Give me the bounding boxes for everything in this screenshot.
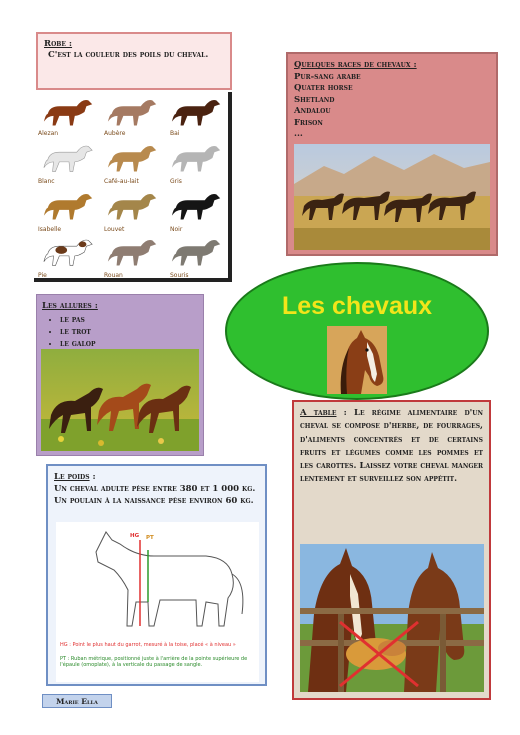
poids-text: Un cheval adulte pèse entre 380 et 1 000 kg. Un poulain à la naissance pèse environ 60 kg. [54,484,256,506]
robe-text: C'est la couleur des poils du cheval. [48,50,209,60]
allures-list [42,314,198,350]
race-item: Pur-sang arabe [294,71,361,82]
horse-blanc-image [40,140,98,176]
allure-item: • le trot [60,326,198,338]
poids-box [46,464,267,686]
color-label-blanc: Blanc [38,178,55,185]
allures-box [36,294,204,456]
color-label-noir: Noir [170,226,183,233]
caption-hg: HG : Point le plus haut du garrot, mesuré à la toise, placé « à niveau » [60,642,236,648]
table-heading-colon: : [336,408,347,418]
horse-bai-image [168,94,226,130]
robe-heading: Robe : [44,39,73,49]
color-label-aubere: Aubère [104,130,126,137]
color-label-gris: Gris [170,178,182,185]
robe-box [36,32,232,90]
horse-isabelle-image [40,188,98,224]
color-label-alezan: Alezan [38,130,59,137]
horse-rouan-image [104,234,162,270]
color-label-cafe-au-lait: Café-au-lait [104,178,139,185]
allures-heading: Les allures : [42,301,98,311]
table-box [292,400,491,700]
table-text: Le régime alimentaire d'un cheval se compose d'herbe, de fourrages, d'aliments concentrés et de certains fruits et légumes comme les pommes et les carottes. Laissez votre cheval manger lentement et surveillez son appétit. [300,408,483,485]
page-title: Les chevaux [281,292,433,320]
horse-head-photo [327,326,387,394]
race-item: ... [294,129,303,139]
poids-heading: Le poids [54,472,90,482]
race-item: Frison [294,117,323,128]
poids-heading-colon: : [89,472,96,482]
horse-souris-image [168,234,226,270]
horse-outline-drawing [56,522,259,640]
color-label-louvet: Louvet [104,226,125,233]
table-paragraph [300,407,483,487]
label-pt: PT [146,535,154,541]
allure-item: • le galop [60,338,198,350]
horse-measure-diagram [56,522,259,682]
author-label: Marie Ella [42,694,112,708]
color-label-rouan: Rouan [104,272,123,279]
robe-color-grid [34,92,232,282]
color-label-bai: Bai [170,130,180,137]
horse-gris-image [168,140,226,176]
title-ellipse [225,262,489,400]
race-item: Quater horse [294,83,353,93]
horse-alezan-image [40,94,98,130]
horses-with-bread-photo [300,544,484,692]
horse-noir-image [168,188,226,224]
horse-pie-image [40,234,98,270]
horse-louvet-image [104,188,162,224]
horse-cafe-au-lait-image [104,140,162,176]
color-label-souris: Souris [170,272,189,279]
label-hg: HG [130,533,140,539]
race-item: Andalou [294,106,331,116]
races-heading: Quelques races de chevaux : [294,60,417,70]
galloping-horses-photo [41,349,199,451]
color-label-isabelle: Isabelle [38,226,62,233]
horse-aubere-image [104,94,162,130]
wild-horses-photo [294,144,490,250]
allure-item: • le pas [60,314,198,326]
poids-paragraph [54,471,259,507]
color-label-pie: Pie [38,272,47,279]
races-box [286,52,498,256]
caption-pt: PT : Ruban métrique, positionné juste à l'arrière de la pointe supérieure de l'épaule (omoplate), à la verticale du passage de sangle. [60,656,248,668]
table-heading: A table [300,408,337,418]
race-item: Shetland [294,94,335,105]
